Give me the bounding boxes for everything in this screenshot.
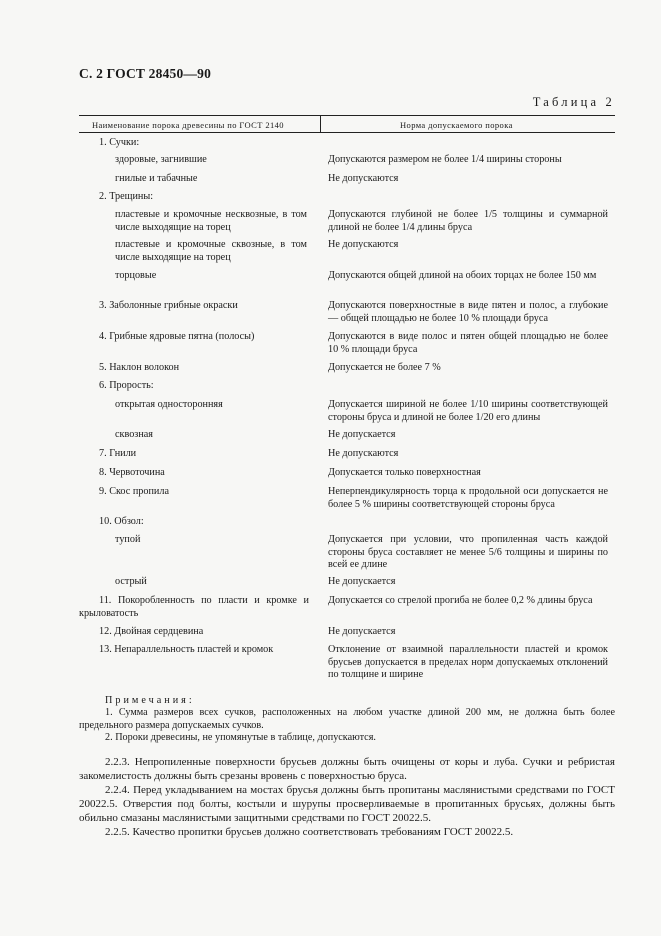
defect-norm: Допускается шириной не более 1/10 ширины соответствующей стороны бруса и длиной не более 1/20 его длины	[328, 399, 608, 423]
defect-name: 9. Скос пропила	[99, 486, 169, 497]
defect-norm: Не допускается	[328, 626, 396, 637]
defect-norm: Не допускается	[328, 576, 396, 587]
table-notes	[79, 695, 615, 745]
notes-title: Примечания:	[105, 695, 195, 706]
note-item: 2. Пороки древесины, не упомянутые в таблице, допускаются.	[105, 732, 376, 744]
defect-norm: Не допускаются	[328, 173, 399, 184]
defect-name: 4. Грибные ядровые пятна (полосы)	[99, 331, 255, 342]
defect-name: тупой	[115, 534, 141, 545]
defect-norm: Допускается не более 7 %	[328, 362, 441, 373]
column-header-defect: Наименование порока древесины по ГОСТ 2140	[92, 120, 284, 130]
page-header: С. 2 ГОСТ 28450—90	[79, 66, 212, 81]
table-label: Таблица 2	[532, 95, 615, 109]
defect-norm: Допускаются поверхностные в виде пятен и полос, а глубокие — общей площадью не более 10 % площади бруса	[328, 300, 608, 324]
defect-name: 11. Покоробленность по пласти и кромке и крыловатость	[79, 595, 309, 619]
defect-name: открытая односторонняя	[115, 399, 223, 410]
paragraph-2-2-5: 2.2.5. Качество пропитки брусьев должно соответствовать требованиям ГОСТ 20022.5.	[105, 826, 514, 838]
defect-norm: Допускаются глубиной не более 1/5 толщины и суммарной длиной не более 1/4 длины бруса	[328, 209, 608, 233]
defect-name: 7. Гнили	[99, 448, 137, 459]
defect-norm: Допускается со стрелой прогиба не более 0,2 % длины бруса	[328, 595, 593, 606]
defect-norm: Не допускаются	[328, 448, 399, 459]
defect-name: пластевые и кромочные несквозные, в том числе выходящие на торец	[115, 209, 307, 233]
defect-norm: Не допускаются	[328, 239, 399, 250]
paragraph-2-2-3: 2.2.3. Непропиленные поверхности брусьев должны быть очищены от коры и луба. Сучки и ребристая закомелистость должны быть срезаны вровень с поверхностью бруса.	[79, 756, 615, 782]
defect-name: 8. Червоточина	[99, 467, 165, 478]
defect-name: гнилые и табачные	[115, 173, 198, 184]
defect-norm: Отклонение от взаимной параллельности пластей и кромок брусьев допускается в пределах норм допускаемых отклонений по толщине и ширине	[328, 644, 608, 681]
defect-norm: Неперпендикулярность торца к продольной оси допускается не более 5 % ширины соответствующей стороны бруса	[328, 486, 608, 510]
defect-name: 1. Сучки:	[99, 137, 140, 148]
defect-name: 10. Обзол:	[99, 516, 144, 527]
defect-norm: Допускается при условии, что пропиленная часть каждой стороны бруса составляет не менее 5/6 толщины и ширины по всей ее длине	[328, 534, 608, 571]
defect-name: 2. Трещины:	[99, 191, 154, 202]
table-top-rule	[79, 115, 615, 116]
column-divider	[320, 116, 321, 132]
note-item: 1. Сумма размеров всех сучков, расположенных на любом участке длиной 200 мм, не должна быть более предельного размера допускаемых сучков.	[79, 707, 615, 731]
defect-name: 5. Наклон волокон	[99, 362, 180, 373]
defect-name: 13. Непараллельность пластей и кромок	[99, 644, 274, 655]
defect-name: 12. Двойная сердцевина	[99, 626, 204, 637]
defect-name: 3. Заболонные грибные окраски	[99, 300, 238, 311]
defect-norm: Допускаются размером не более 1/4 ширины стороны	[328, 154, 562, 165]
column-header-norm: Норма допускаемого порока	[400, 120, 513, 130]
defect-norm: Не допускается	[328, 429, 396, 440]
defect-norm: Допускается только поверхностная	[328, 467, 481, 478]
defect-name: сквозная	[115, 429, 153, 440]
defect-name: острый	[115, 576, 147, 587]
paragraph-2-2-4: 2.2.4. Перед укладыванием на мостах брусья должны быть пропитаны маслянистыми средствами по ГОСТ 20022.5. Отверстия под болты, костыли и шурупы просверливаемые в пропитанных брусьях, должны быть обильно смазаны маслянистыми защитными средствами по ГОСТ 20022.5.	[79, 784, 615, 824]
body-text	[79, 755, 615, 839]
table-header-rule	[79, 132, 615, 133]
defect-norm: Допускаются в виде полос и пятен общей площадью не более 10 % площади бруса	[328, 331, 608, 355]
defect-name: 6. Прорость:	[99, 380, 154, 391]
defect-name: пластевые и кромочные сквозные, в том числе выходящие на торец	[115, 239, 307, 263]
defect-name: здоровые, загнившие	[115, 154, 207, 165]
defect-name: торцовые	[115, 270, 157, 281]
defect-norm: Допускаются общей длиной на обоих торцах не более 150 мм	[328, 270, 597, 281]
